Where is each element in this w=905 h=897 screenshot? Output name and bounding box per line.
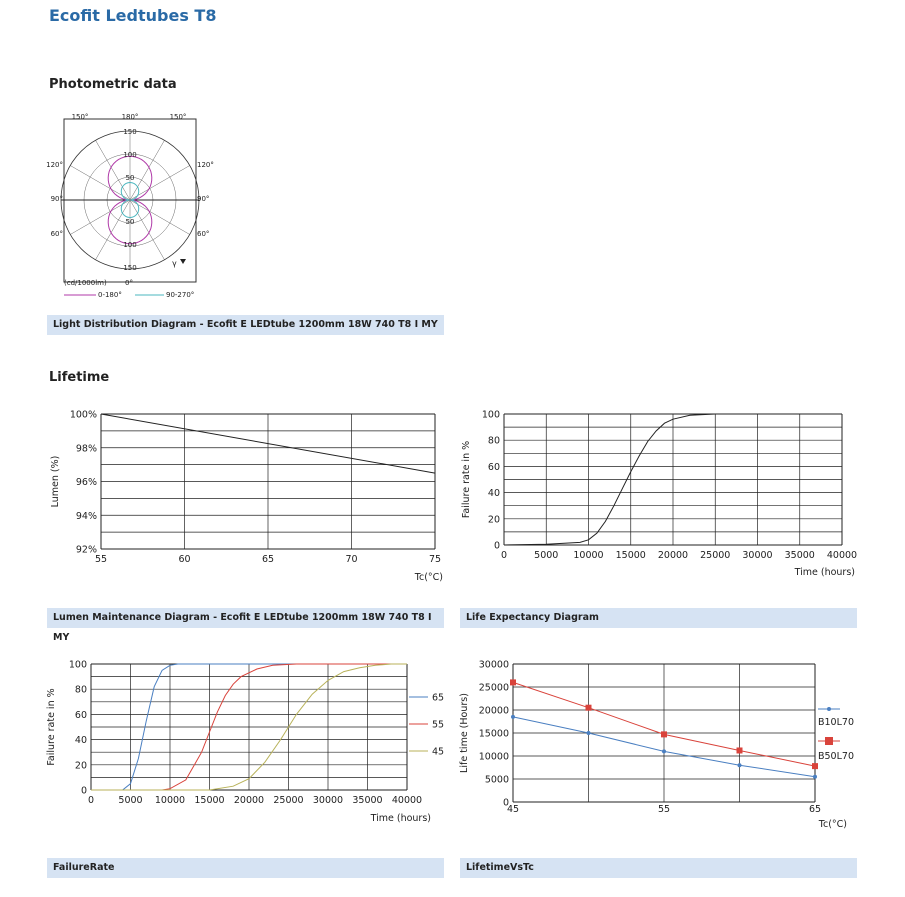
radial-label-150-top: 150 (123, 128, 137, 136)
x-tick-label: 65 (808, 804, 822, 815)
x-tick-label: 20000 (233, 795, 265, 806)
radial-label-100-top: 100 (123, 151, 137, 159)
x-tick-label: 35000 (784, 550, 815, 561)
plot-area (101, 414, 435, 549)
polar-diagram (40, 108, 215, 304)
x-tick-label: 55 (657, 804, 671, 815)
y-tick-label: 40 (487, 488, 500, 500)
y-tick-label: 60 (74, 709, 87, 721)
lumen-maintenance-chart (40, 400, 460, 590)
y-tick-label: 40 (74, 735, 87, 747)
data-point (510, 679, 516, 685)
y-tick-label: 20000 (478, 705, 509, 717)
y-tick-label: 20 (487, 514, 500, 526)
x-tick-label: 75 (428, 554, 442, 565)
caption-life-expectancy: Life Expectancy Diagram (460, 608, 857, 628)
y-tick-label: 100% (69, 409, 97, 421)
data-point (738, 763, 742, 767)
y-tick-label: 100 (68, 659, 87, 671)
x-tick-label: 55 (94, 554, 108, 565)
y-axis-label: Failure rate in % (46, 688, 57, 766)
legend-marker-b50l70 (825, 737, 833, 745)
y-tick-label: 80 (487, 435, 500, 447)
y-tick-label: 5000 (484, 774, 509, 786)
x-tick-label: 10000 (154, 795, 186, 806)
y-tick-label: 60 (487, 461, 500, 473)
angle-label-120-right: 120° (197, 161, 214, 169)
x-axis-label: Time (hours) (794, 567, 855, 578)
radial-label-100-bottom: 100 (123, 241, 137, 249)
radial-label-150-bottom: 150 (123, 264, 137, 272)
x-tick-label: 25000 (700, 550, 731, 561)
legend-label-b10l70: B10L70 (818, 717, 854, 728)
y-tick-label: 20 (74, 760, 87, 772)
caption-light-distribution: Light Distribution Diagram - Ecofit E LEDtube 1200mm 18W 740 T8 I MY (47, 315, 444, 335)
x-tick-label: 45 (506, 804, 520, 815)
lifetime-vs-tc-chart (455, 650, 875, 840)
x-tick-label: 65 (261, 554, 275, 565)
plot-area (504, 414, 842, 545)
plot-area (91, 664, 407, 790)
angle-label-90-right: 90° (197, 195, 210, 203)
data-point (812, 763, 818, 769)
y-tick-label: 25000 (478, 682, 509, 694)
y-tick-label: 30000 (478, 659, 509, 671)
legend-label-45: 45 (432, 746, 445, 758)
angle-label-60-right: 60° (197, 230, 210, 238)
section-heading-lifetime: Lifetime (49, 370, 110, 385)
y-tick-label: 92% (75, 544, 97, 556)
x-tick-label: 5000 (118, 795, 143, 806)
life-expectancy-chart (455, 400, 875, 590)
data-point (587, 731, 591, 735)
x-tick-label: 40000 (391, 795, 423, 806)
angle-label-150-left: 150° (71, 113, 89, 121)
x-tick-label: 20000 (657, 550, 689, 561)
angle-label-120-left: 120° (46, 161, 63, 169)
angle-label-60-left: 60° (50, 230, 63, 238)
x-tick-label: 5000 (534, 550, 559, 561)
angle-label-90-left: 90° (50, 195, 63, 203)
radial-label-50-top: 50 (125, 174, 135, 182)
x-tick-label: 15000 (615, 550, 646, 561)
y-tick-label: 0 (80, 785, 87, 797)
polar-unit-label: (cd/1000lm) (64, 279, 107, 287)
x-tick-label: 15000 (194, 795, 225, 806)
y-axis-label: Failure rate in % (461, 440, 472, 519)
x-tick-label: 40000 (826, 550, 858, 561)
y-tick-label: 96% (75, 477, 97, 488)
y-tick-label: 98% (75, 443, 97, 455)
x-tick-label: 60 (178, 554, 191, 565)
gamma-label: γ (172, 259, 177, 268)
data-point (737, 747, 743, 753)
legend-label-0-180: 0-180° (98, 291, 122, 299)
x-tick-label: 35000 (352, 795, 383, 806)
radial-label-50-bottom: 50 (125, 218, 135, 226)
x-tick-label: 10000 (573, 550, 604, 561)
data-point (813, 775, 817, 779)
data-point (661, 731, 667, 737)
x-axis-label: Tc(°C) (414, 572, 443, 583)
caption-lifetime-vs-tc: LifetimeVsTc (460, 858, 857, 878)
legend-label-65: 65 (432, 692, 445, 704)
angle-label-180: 180° (121, 113, 139, 121)
gamma-arrow-icon (180, 259, 186, 264)
angle-label-0: 0° (125, 279, 133, 287)
data-point (586, 705, 592, 711)
x-tick-label: 30000 (312, 795, 344, 806)
y-tick-label: 0 (493, 540, 500, 552)
legend-label-55: 55 (432, 719, 445, 731)
y-tick-label: 100 (481, 409, 500, 421)
data-point (662, 749, 666, 753)
x-tick-label: 25000 (273, 795, 304, 806)
y-tick-label: 94% (75, 510, 97, 522)
caption-lumen-maintenance: Lumen Maintenance Diagram - Ecofit E LEDtube 1200mm 18W 740 T8 I MY (47, 608, 444, 628)
y-tick-label: 10000 (478, 751, 509, 763)
y-axis-label: Life time (Hours) (459, 693, 470, 773)
legend-label-b50l70: B50L70 (818, 751, 854, 762)
y-tick-label: 0 (502, 797, 509, 809)
legend-marker-b10l70 (827, 707, 831, 711)
x-axis-label: Time (hours) (370, 813, 431, 824)
page-title: Ecofit Ledtubes T8 (49, 6, 217, 25)
x-axis-label: Tc(°C) (818, 819, 847, 830)
caption-failure-rate: FailureRate (47, 858, 444, 878)
x-tick-label: 70 (345, 554, 358, 565)
data-point (511, 715, 515, 719)
failure-rate-chart (40, 650, 460, 840)
x-tick-label: 0 (87, 795, 95, 806)
y-tick-label: 15000 (478, 728, 509, 740)
y-tick-label: 80 (74, 684, 87, 696)
y-axis-label: Lumen (%) (50, 455, 61, 508)
x-tick-label: 0 (500, 550, 508, 561)
legend-label-90-270: 90-270° (166, 291, 195, 299)
x-tick-label: 30000 (742, 550, 773, 561)
section-heading-photometric: Photometric data (49, 77, 177, 92)
angle-label-150-right: 150° (169, 113, 187, 121)
